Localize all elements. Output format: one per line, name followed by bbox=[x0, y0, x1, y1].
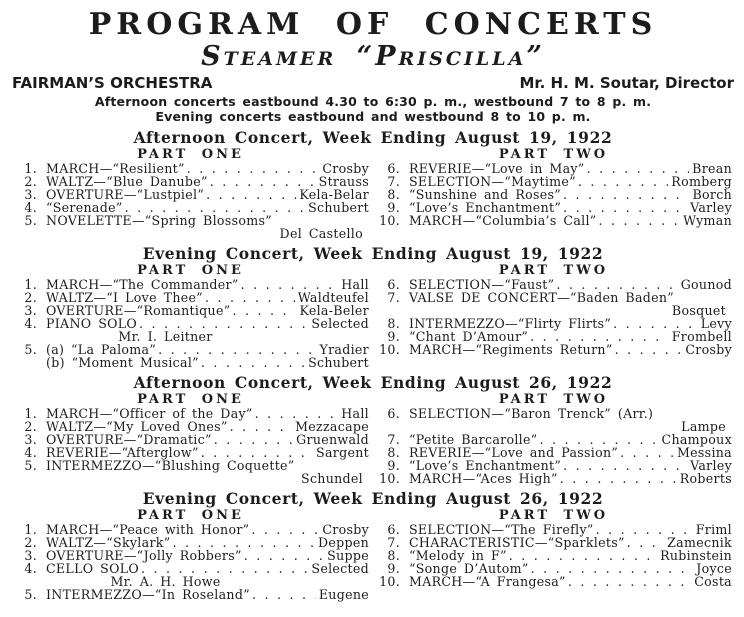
item-title: MARCH—“Aces High” bbox=[409, 471, 558, 486]
dot-leader bbox=[599, 214, 681, 227]
item-number: 8. bbox=[387, 445, 400, 460]
item-composer: Crosby bbox=[685, 342, 732, 357]
dot-leader bbox=[560, 472, 677, 485]
item-title: MARCH—“Resilient” bbox=[46, 161, 185, 176]
dot-leader bbox=[214, 433, 293, 446]
item-title: INTERMEZZO—“Flirty Flirts” bbox=[409, 316, 612, 331]
item-number: 4. bbox=[24, 200, 37, 215]
item-number: 10. bbox=[379, 574, 400, 589]
schedule-line-1: Afternoon concerts eastbound 4.30 to 6:30 p. m., westbound 7 to 8 p. m. bbox=[94, 94, 652, 109]
item-title: REVERIE—“Love in May” bbox=[409, 161, 585, 176]
item-composer: Varley bbox=[690, 200, 732, 215]
item-title: MARCH—“Regiments Return” bbox=[409, 342, 613, 357]
item-number: 8. bbox=[387, 187, 400, 202]
dot-leader bbox=[252, 588, 316, 601]
item-number: 6. bbox=[387, 161, 400, 176]
director-name: Mr. H. M. Soutar, Director bbox=[519, 74, 734, 92]
item-title: INTERMEZZO—“In Roseland” bbox=[46, 587, 250, 602]
concert-section bbox=[10, 244, 736, 369]
item-title: “Chant D’Amour” bbox=[409, 329, 529, 344]
dot-leader bbox=[206, 188, 296, 201]
item-number: 2. bbox=[24, 535, 37, 550]
item-composer: Gruenwald bbox=[296, 432, 369, 447]
item-composer: Sargent bbox=[316, 445, 369, 460]
part-label: PART TWO bbox=[498, 392, 609, 407]
item-number: 5. bbox=[24, 213, 37, 228]
concert-heading: Afternoon Concert, Week Ending August 19, 1922 bbox=[133, 128, 613, 147]
concerts bbox=[10, 128, 736, 601]
page-title: PROGRAM OF CONCERTS bbox=[88, 7, 658, 42]
item-title: SELECTION—“Faust” bbox=[409, 277, 555, 292]
item-title: “Serenade” bbox=[46, 200, 123, 215]
item-number: 1. bbox=[24, 406, 37, 421]
continuation-line: Mr. I. Leitner bbox=[118, 329, 213, 344]
item-composer: Varley bbox=[690, 458, 732, 473]
item-composer: Brean bbox=[692, 161, 732, 176]
item-title: OVERTURE—“Lustpiel” bbox=[46, 187, 205, 202]
item-title: WALTZ—“Skylark” bbox=[46, 535, 171, 550]
item-number: 2. bbox=[24, 290, 37, 305]
concert-section bbox=[10, 128, 736, 240]
item-number: 5. bbox=[24, 458, 37, 473]
dot-leader bbox=[620, 446, 674, 459]
part-label: PART TWO bbox=[498, 263, 609, 278]
item-number: 7. bbox=[387, 174, 400, 189]
item-composer: Gounod bbox=[680, 277, 732, 292]
item-composer: Schubert bbox=[308, 200, 369, 215]
part-column bbox=[373, 392, 736, 485]
item-number: 7. bbox=[387, 535, 400, 550]
item-title: PIANO SOLO bbox=[46, 316, 138, 331]
item-title: CHARACTERISTIC—“Sparklets” bbox=[409, 535, 625, 550]
continuation-line: Schundel bbox=[301, 471, 363, 486]
item-composer: Crosby bbox=[322, 161, 369, 176]
item-number: 6. bbox=[387, 522, 400, 537]
item-title: NOVELETTE—“Spring Blossoms” bbox=[46, 213, 272, 228]
part-label: PART ONE bbox=[137, 147, 244, 162]
item-composer: Schubert bbox=[308, 355, 369, 370]
item-composer: Zamecnik bbox=[667, 535, 732, 550]
part-column bbox=[10, 147, 373, 240]
item-title: MARCH—“Officer of the Day” bbox=[46, 406, 253, 421]
part-label: PART ONE bbox=[137, 392, 244, 407]
item-title: INTERMEZZO—“Blushing Coquette” bbox=[46, 458, 295, 473]
concert-heading: Afternoon Concert, Week Ending August 26, 1922 bbox=[133, 373, 613, 392]
item-composer: Friml bbox=[695, 522, 732, 537]
item-title: “Songe D’Autom” bbox=[409, 561, 529, 576]
page-subtitle: Steamer “Priscilla” bbox=[201, 41, 545, 72]
item-number: 5. bbox=[24, 342, 37, 357]
item-composer: Hall bbox=[341, 406, 369, 421]
program-item bbox=[375, 407, 732, 420]
dot-leader bbox=[578, 175, 668, 188]
part-column bbox=[10, 392, 373, 485]
program-item bbox=[375, 214, 732, 227]
item-title: OVERTURE—“Romantique” bbox=[46, 303, 231, 318]
part-label: PART TWO bbox=[498, 508, 609, 523]
item-title: MARCH—“Columbia’s Call” bbox=[409, 213, 597, 228]
item-title: OVERTURE—“Dramatic” bbox=[46, 432, 212, 447]
concert-section bbox=[10, 373, 736, 485]
concert-heading: Evening Concert, Week Ending August 26, 1922 bbox=[142, 489, 604, 508]
item-title: MARCH—“The Commander” bbox=[46, 277, 239, 292]
item-title: CELLO SOLO bbox=[46, 561, 140, 576]
dot-leader bbox=[563, 188, 689, 201]
dot-leader bbox=[615, 343, 683, 356]
item-composer: Kela-Beler bbox=[299, 303, 369, 318]
item-title: SELECTION—“Maytime” bbox=[409, 174, 576, 189]
part-column bbox=[373, 508, 736, 601]
item-composer: Borch bbox=[692, 187, 732, 202]
item-number: 10. bbox=[379, 471, 400, 486]
item-title: MARCH—“A Frangesa” bbox=[409, 574, 566, 589]
item-title: WALTZ—“Blue Danube” bbox=[46, 174, 208, 189]
dot-leader bbox=[251, 523, 319, 536]
schedule-line-2: Evening concerts eastbound and westbound 8 to 10 p. m. bbox=[155, 109, 591, 124]
item-title: SELECTION—“Baron Trenck” (Arr.) bbox=[409, 406, 654, 421]
item-composer: Strauss bbox=[318, 174, 369, 189]
part-column bbox=[373, 147, 736, 240]
continuation-line: Lampe bbox=[681, 419, 726, 434]
item-number: 10. bbox=[379, 213, 400, 228]
item-composer: Deppen bbox=[317, 535, 369, 550]
concert-columns bbox=[10, 263, 736, 369]
item-number: 5. bbox=[24, 587, 37, 602]
item-number: 1. bbox=[24, 277, 37, 292]
dot-leader bbox=[568, 575, 691, 588]
item-composer: Roberts bbox=[679, 471, 732, 486]
item-composer: Hall bbox=[341, 277, 369, 292]
continuation-line: Mr. A. H. Howe bbox=[110, 574, 221, 589]
part-label: PART ONE bbox=[137, 263, 244, 278]
item-title: REVERIE—“Love and Passion” bbox=[409, 445, 619, 460]
item-title: (b) “Moment Musical” bbox=[46, 355, 199, 370]
item-number: 4. bbox=[24, 561, 37, 576]
dot-leader bbox=[230, 420, 292, 433]
program-item bbox=[375, 343, 732, 356]
item-number: 10. bbox=[379, 342, 400, 357]
item-title: (a) “La Paloma” bbox=[46, 342, 157, 357]
item-composer: Frombell bbox=[671, 329, 732, 344]
item-composer: Waldteufel bbox=[297, 290, 369, 305]
item-number: 9. bbox=[387, 200, 400, 215]
part-column bbox=[10, 263, 373, 369]
orchestra-name: FAIRMAN’S ORCHESTRA bbox=[12, 74, 213, 92]
item-title: “Melody in F” bbox=[409, 548, 507, 563]
item-composer: Messina bbox=[676, 445, 732, 460]
program-item bbox=[12, 356, 369, 369]
item-title: WALTZ—“I Love Thee” bbox=[46, 290, 203, 305]
item-number: 1. bbox=[24, 522, 37, 537]
item-title: VALSE DE CONCERT—“Baden Baden” bbox=[409, 290, 675, 305]
item-title: OVERTURE—“Jolly Robbers” bbox=[46, 548, 242, 563]
concert-columns bbox=[10, 392, 736, 485]
item-number: 3. bbox=[24, 303, 37, 318]
continuation-line: Bosquet bbox=[671, 303, 726, 318]
program-item bbox=[375, 575, 732, 588]
item-number: 8. bbox=[387, 548, 400, 563]
item-composer: Crosby bbox=[322, 522, 369, 537]
part-column bbox=[373, 263, 736, 369]
concert-heading: Evening Concert, Week Ending August 19, 1922 bbox=[142, 244, 604, 263]
item-number: 9. bbox=[387, 329, 400, 344]
item-number: 7. bbox=[387, 290, 400, 305]
part-column bbox=[10, 508, 373, 601]
item-composer: Eugene bbox=[318, 587, 369, 602]
program-item bbox=[12, 588, 369, 601]
item-composer: Mezzacape bbox=[295, 419, 369, 434]
item-number: 8. bbox=[387, 316, 400, 331]
item-number: 9. bbox=[387, 458, 400, 473]
orchestra-row bbox=[10, 74, 736, 92]
part-label: PART TWO bbox=[498, 147, 609, 162]
dot-leader bbox=[201, 356, 305, 369]
item-title: “Petite Barcarolle” bbox=[409, 432, 538, 447]
concert-columns bbox=[10, 508, 736, 601]
item-number: 3. bbox=[24, 187, 37, 202]
dot-leader bbox=[232, 304, 296, 317]
item-composer: Champoux bbox=[661, 432, 732, 447]
item-composer: Kela-Belar bbox=[299, 187, 369, 202]
item-composer: Costa bbox=[694, 574, 732, 589]
item-number: 1. bbox=[24, 161, 37, 176]
dot-leader bbox=[627, 536, 664, 549]
item-number: 2. bbox=[24, 174, 37, 189]
item-number: 3. bbox=[24, 548, 37, 563]
item-composer: Rubinstein bbox=[660, 548, 732, 563]
item-title: REVERIE—“Afterglow” bbox=[46, 445, 199, 460]
continuation-line: Del Castello bbox=[279, 226, 363, 241]
part-label: PART ONE bbox=[137, 508, 244, 523]
concert-columns bbox=[10, 147, 736, 240]
item-number: 7. bbox=[387, 432, 400, 447]
item-composer: Levy bbox=[700, 316, 732, 331]
item-number: 3. bbox=[24, 432, 37, 447]
item-composer: Romberg bbox=[671, 174, 732, 189]
item-title: MARCH—“Peace with Honor” bbox=[46, 522, 250, 537]
item-composer: Wyman bbox=[683, 213, 732, 228]
item-title: “Love’s Enchantment” bbox=[409, 458, 562, 473]
item-title: “Love’s Enchantment” bbox=[409, 200, 562, 215]
item-title: SELECTION—“The Firefly” bbox=[409, 522, 594, 537]
concert-section bbox=[10, 489, 736, 601]
item-number: 6. bbox=[387, 406, 400, 421]
item-number: 4. bbox=[24, 445, 37, 460]
item-number: 6. bbox=[387, 277, 400, 292]
item-number: 4. bbox=[24, 316, 37, 331]
item-title: WALTZ—“My Loved Ones” bbox=[46, 419, 228, 434]
item-title: “Sunshine and Roses” bbox=[409, 187, 562, 202]
item-number: 2. bbox=[24, 419, 37, 434]
item-composer: Yradier bbox=[319, 342, 369, 357]
item-composer: Joyce bbox=[696, 561, 732, 576]
item-composer: Selected bbox=[311, 561, 369, 576]
dot-leader bbox=[563, 459, 687, 472]
item-composer: Selected bbox=[311, 316, 369, 331]
item-composer: Suppe bbox=[327, 548, 369, 563]
program-item bbox=[375, 472, 732, 485]
item-number: 9. bbox=[387, 561, 400, 576]
dot-leader bbox=[509, 549, 657, 562]
